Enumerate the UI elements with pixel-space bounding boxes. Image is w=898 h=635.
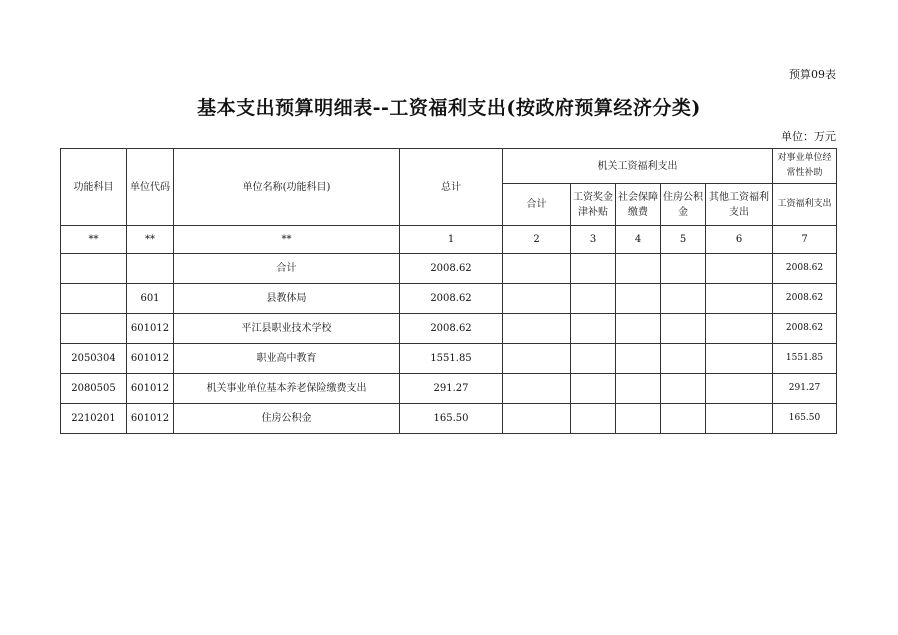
func-subject-cell: 2080505 — [61, 374, 127, 404]
unit-name-cell: 机关事业单位基本养老保险缴费支出 — [174, 374, 400, 404]
total-cell: 2008.62 — [400, 284, 503, 314]
total-cell: 2008.62 — [400, 314, 503, 344]
unit-code-cell: 601012 — [127, 404, 174, 434]
header-func-subject: 功能科目 — [61, 149, 127, 226]
unit-label: 单位：万元 — [781, 130, 836, 143]
table-row — [61, 374, 837, 404]
subsidy-wage-cell: 2008.62 — [773, 254, 837, 284]
column-index-row — [61, 226, 837, 254]
func-subject-cell: 2050304 — [61, 344, 127, 374]
table-row — [61, 404, 837, 434]
subsidy-wage-cell: 2008.62 — [773, 284, 837, 314]
index-cell: 6 — [706, 226, 773, 254]
unit-name-cell: 住房公积金 — [174, 404, 400, 434]
table-row — [61, 314, 837, 344]
unit-name-cell: 平江县职业技术学校 — [174, 314, 400, 344]
unit-code-cell: 601012 — [127, 314, 174, 344]
budget-table — [60, 148, 837, 434]
subsidy-wage-cell: 2008.62 — [773, 314, 837, 344]
form-number: 预算09表 — [789, 68, 836, 81]
unit-name-cell: 职业高中教育 — [174, 344, 400, 374]
table-row — [61, 254, 837, 284]
func-subject-cell — [61, 314, 127, 344]
index-cell: 2 — [503, 226, 571, 254]
header-sub-other: 其他工资福利支出 — [706, 184, 773, 226]
header-sub-wage: 工资奖金津补贴 — [571, 184, 616, 226]
header-sub-total: 合计 — [503, 184, 571, 226]
unit-code-cell: 601 — [127, 284, 174, 314]
func-subject-cell — [61, 284, 127, 314]
index-cell: ** — [127, 226, 174, 254]
table-row — [61, 344, 837, 374]
index-cell: 5 — [661, 226, 706, 254]
index-cell: 4 — [616, 226, 661, 254]
table-row — [61, 284, 837, 314]
header-total: 总计 — [400, 149, 503, 226]
subsidy-wage-cell: 291.27 — [773, 374, 837, 404]
header-unit-name: 单位名称(功能科目) — [174, 149, 400, 226]
unit-code-cell: 601012 — [127, 344, 174, 374]
index-cell: ** — [61, 226, 127, 254]
unit-name-cell: 合计 — [174, 254, 400, 284]
header-sub-housing: 住房公积金 — [661, 184, 706, 226]
total-cell: 1551.85 — [400, 344, 503, 374]
index-cell: 3 — [571, 226, 616, 254]
func-subject-cell — [61, 254, 127, 284]
index-cell: ** — [174, 226, 400, 254]
header-org-wage-group: 机关工资福利支出 — [503, 149, 773, 184]
total-cell: 165.50 — [400, 404, 503, 434]
header-unit-code: 单位代码 — [127, 149, 174, 226]
func-subject-cell: 2210201 — [61, 404, 127, 434]
unit-name-cell: 县教体局 — [174, 284, 400, 314]
index-cell: 7 — [773, 226, 837, 254]
unit-code-cell: 601012 — [127, 374, 174, 404]
header-subsidy-group: 对事业单位经常性补助 — [773, 149, 837, 184]
unit-code-cell — [127, 254, 174, 284]
index-cell: 1 — [400, 226, 503, 254]
total-cell: 2008.62 — [400, 254, 503, 284]
total-cell: 291.27 — [400, 374, 503, 404]
page-title: 基本支出预算明细表--工资福利支出(按政府预算经济分类) — [197, 97, 701, 119]
subsidy-wage-cell: 165.50 — [773, 404, 837, 434]
header-sub-subsidy-wage: 工资福利支出 — [773, 184, 837, 226]
subsidy-wage-cell: 1551.85 — [773, 344, 837, 374]
header-sub-social: 社会保障缴费 — [616, 184, 661, 226]
